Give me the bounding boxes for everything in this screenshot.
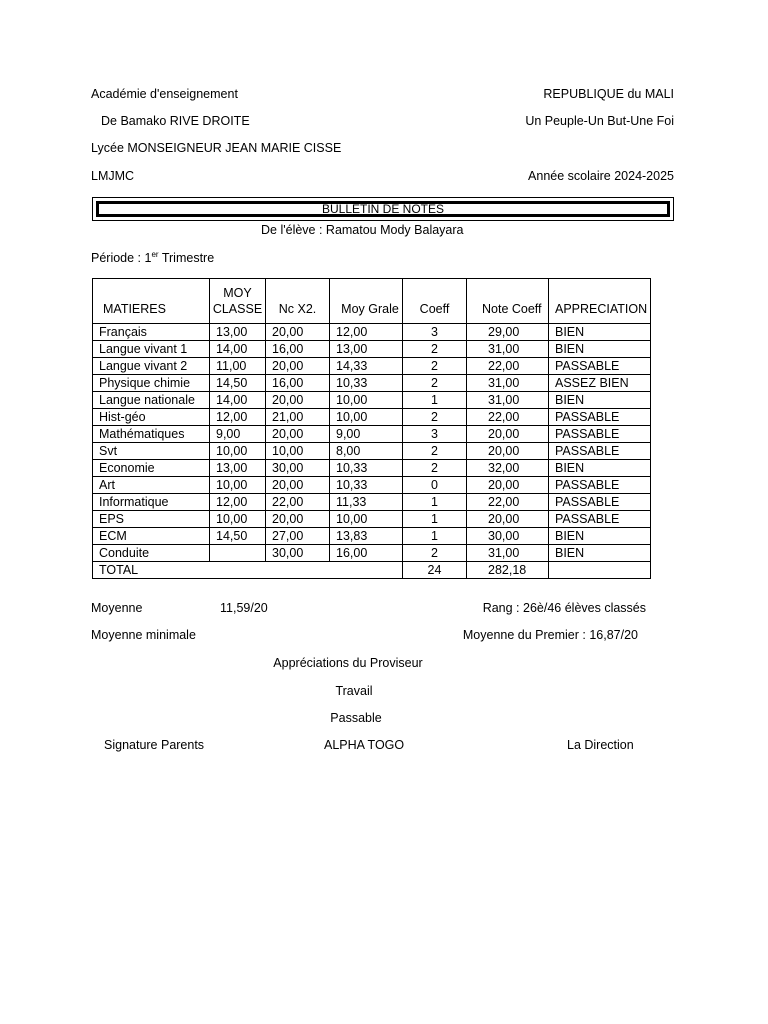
academy-line1: Académie d'enseignement [91, 87, 238, 101]
cell-coeff: 1 [403, 528, 467, 545]
cell-note-coeff: 29,00 [467, 324, 549, 341]
bulletin-banner [92, 197, 674, 221]
cell-matiere: EPS [93, 511, 210, 528]
total-row [93, 562, 651, 579]
cell-coeff: 0 [403, 477, 467, 494]
table-row [93, 392, 651, 409]
header-nc: Nc X2. [266, 279, 330, 324]
cell-nc: 30,00 [266, 460, 330, 477]
cell-moy-classe: 14,50 [210, 528, 266, 545]
cell-moy-classe: 12,00 [210, 409, 266, 426]
cell-appreciation: BIEN [549, 545, 651, 562]
table-header-row [93, 279, 651, 324]
table-row [93, 477, 651, 494]
cell-matiere: Langue nationale [93, 392, 210, 409]
cell-moy-grale: 10,33 [330, 460, 403, 477]
bulletin-title: BULLETIN DE NOTES [96, 201, 670, 217]
cell-coeff: 1 [403, 511, 467, 528]
total-appreciation-empty [549, 562, 651, 579]
header-appreciation: APPRECIATION [549, 279, 651, 324]
cell-appreciation: BIEN [549, 460, 651, 477]
moyenne-label: Moyenne [91, 601, 143, 615]
cell-note-coeff: 30,00 [467, 528, 549, 545]
cell-moy-classe: 14,00 [210, 341, 266, 358]
total-coeff: 24 [403, 562, 467, 579]
moyenne-min-label: Moyenne minimale [91, 628, 196, 642]
table-row [93, 494, 651, 511]
table-row [93, 375, 651, 392]
cell-moy-classe: 13,00 [210, 460, 266, 477]
academy-line2: De Bamako RIVE DROITE [101, 114, 250, 128]
table-row [93, 528, 651, 545]
cell-coeff: 2 [403, 545, 467, 562]
cell-moy-classe: 10,00 [210, 443, 266, 460]
cell-moy-grale: 11,33 [330, 494, 403, 511]
total-note-coeff: 282,18 [467, 562, 549, 579]
cell-moy-grale: 13,00 [330, 341, 403, 358]
cell-matiere: Conduite [93, 545, 210, 562]
cell-moy-classe: 9,00 [210, 426, 266, 443]
cell-moy-classe [210, 545, 266, 562]
cell-moy-grale: 12,00 [330, 324, 403, 341]
cell-appreciation: PASSABLE [549, 426, 651, 443]
cell-nc: 30,00 [266, 545, 330, 562]
cell-matiere: Informatique [93, 494, 210, 511]
cell-nc: 16,00 [266, 341, 330, 358]
moyenne-premier: Moyenne du Premier : 16,87/20 [462, 628, 638, 642]
school-abbr: LMJMC [91, 169, 135, 183]
signature-direction: La Direction [567, 738, 634, 752]
cell-moy-classe: 14,00 [210, 392, 266, 409]
period-prefix: Période : 1 [91, 251, 152, 266]
cell-note-coeff: 22,00 [467, 409, 549, 426]
cell-matiere: Hist-géo [93, 409, 210, 426]
signature-parents: Signature Parents [104, 738, 205, 752]
cell-coeff: 2 [403, 341, 467, 358]
cell-note-coeff: 31,00 [467, 341, 549, 358]
cell-matiere: Mathématiques [93, 426, 210, 443]
cell-nc: 27,00 [266, 528, 330, 545]
cell-coeff: 1 [403, 494, 467, 511]
period-suffix: Trimestre [158, 251, 215, 266]
cell-moy-grale: 16,00 [330, 545, 403, 562]
header-coeff: Coeff [403, 279, 467, 324]
proviseur-title: Appréciations du Proviseur [273, 656, 423, 670]
table-row [93, 426, 651, 443]
cell-note-coeff: 20,00 [467, 477, 549, 494]
table-row [93, 409, 651, 426]
period-line [91, 250, 214, 265]
cell-moy-grale: 8,00 [330, 443, 403, 460]
cell-nc: 20,00 [266, 392, 330, 409]
proviseur-name: ALPHA TOGO [324, 738, 405, 752]
cell-coeff: 1 [403, 392, 467, 409]
cell-moy-grale: 13,83 [330, 528, 403, 545]
cell-coeff: 2 [403, 358, 467, 375]
cell-coeff: 2 [403, 375, 467, 392]
table-row [93, 545, 651, 562]
school-name: Lycée MONSEIGNEUR JEAN MARIE CISSE [91, 141, 342, 155]
motto: Un Peuple-Un But-Une Foi [525, 114, 674, 128]
cell-appreciation: PASSABLE [549, 443, 651, 460]
cell-nc: 20,00 [266, 477, 330, 494]
cell-coeff: 3 [403, 426, 467, 443]
rang: Rang : 26è/46 élèves classés [482, 601, 646, 615]
cell-moy-grale: 10,00 [330, 409, 403, 426]
cell-moy-grale: 10,33 [330, 477, 403, 494]
table-row [93, 341, 651, 358]
cell-appreciation: PASSABLE [549, 494, 651, 511]
header-note-coeff: Note Coeff [467, 279, 549, 324]
cell-matiere: Art [93, 477, 210, 494]
cell-note-coeff: 32,00 [467, 460, 549, 477]
cell-appreciation: BIEN [549, 392, 651, 409]
grades-body [93, 324, 651, 579]
cell-note-coeff: 22,00 [467, 358, 549, 375]
cell-appreciation: BIEN [549, 341, 651, 358]
table-row [93, 460, 651, 477]
cell-matiere: Langue vivant 1 [93, 341, 210, 358]
cell-appreciation: BIEN [549, 324, 651, 341]
proviseur-line1: Travail [335, 684, 373, 698]
cell-note-coeff: 20,00 [467, 443, 549, 460]
cell-appreciation: PASSABLE [549, 511, 651, 528]
cell-note-coeff: 20,00 [467, 426, 549, 443]
proviseur-line2: Passable [330, 711, 382, 725]
cell-nc: 20,00 [266, 324, 330, 341]
header-matieres: MATIERES [93, 279, 210, 324]
cell-matiere: ECM [93, 528, 210, 545]
cell-nc: 22,00 [266, 494, 330, 511]
cell-coeff: 2 [403, 460, 467, 477]
cell-nc: 21,00 [266, 409, 330, 426]
cell-moy-classe: 10,00 [210, 477, 266, 494]
cell-nc: 10,00 [266, 443, 330, 460]
cell-moy-classe: 13,00 [210, 324, 266, 341]
cell-moy-classe: 14,50 [210, 375, 266, 392]
cell-moy-classe: 11,00 [210, 358, 266, 375]
cell-moy-grale: 10,33 [330, 375, 403, 392]
cell-appreciation: PASSABLE [549, 477, 651, 494]
cell-moy-classe: 10,00 [210, 511, 266, 528]
cell-matiere: Economie [93, 460, 210, 477]
cell-note-coeff: 31,00 [467, 392, 549, 409]
cell-nc: 16,00 [266, 375, 330, 392]
cell-nc: 20,00 [266, 358, 330, 375]
cell-appreciation: PASSABLE [549, 358, 651, 375]
cell-note-coeff: 31,00 [467, 545, 549, 562]
cell-note-coeff: 20,00 [467, 511, 549, 528]
cell-appreciation: ASSEZ BIEN [549, 375, 651, 392]
total-label: TOTAL [93, 562, 403, 579]
cell-appreciation: PASSABLE [549, 409, 651, 426]
cell-moy-grale: 14,33 [330, 358, 403, 375]
cell-nc: 20,00 [266, 511, 330, 528]
table-row [93, 511, 651, 528]
cell-matiere: Français [93, 324, 210, 341]
cell-moy-grale: 9,00 [330, 426, 403, 443]
header-moy-classe: MOY CLASSE [210, 279, 266, 324]
cell-matiere: Physique chimie [93, 375, 210, 392]
moyenne-value: 11,59/20 [220, 601, 268, 615]
cell-coeff: 3 [403, 324, 467, 341]
cell-moy-grale: 10,00 [330, 511, 403, 528]
cell-coeff: 2 [403, 409, 467, 426]
table-row [93, 358, 651, 375]
country: REPUBLIQUE du MALI [543, 87, 674, 101]
cell-matiere: Langue vivant 2 [93, 358, 210, 375]
cell-appreciation: BIEN [549, 528, 651, 545]
grades-table [92, 278, 651, 579]
cell-note-coeff: 31,00 [467, 375, 549, 392]
cell-matiere: Svt [93, 443, 210, 460]
cell-note-coeff: 22,00 [467, 494, 549, 511]
cell-nc: 20,00 [266, 426, 330, 443]
period-sup: er [151, 250, 159, 259]
cell-moy-grale: 10,00 [330, 392, 403, 409]
school-year: Année scolaire 2024-2025 [528, 169, 674, 183]
table-row [93, 324, 651, 341]
cell-moy-classe: 12,00 [210, 494, 266, 511]
table-row [93, 443, 651, 460]
cell-coeff: 2 [403, 443, 467, 460]
header-moy-grale: Moy Grale [330, 279, 403, 324]
student-line: De l'élève : Ramatou Mody Balayara [261, 223, 464, 237]
